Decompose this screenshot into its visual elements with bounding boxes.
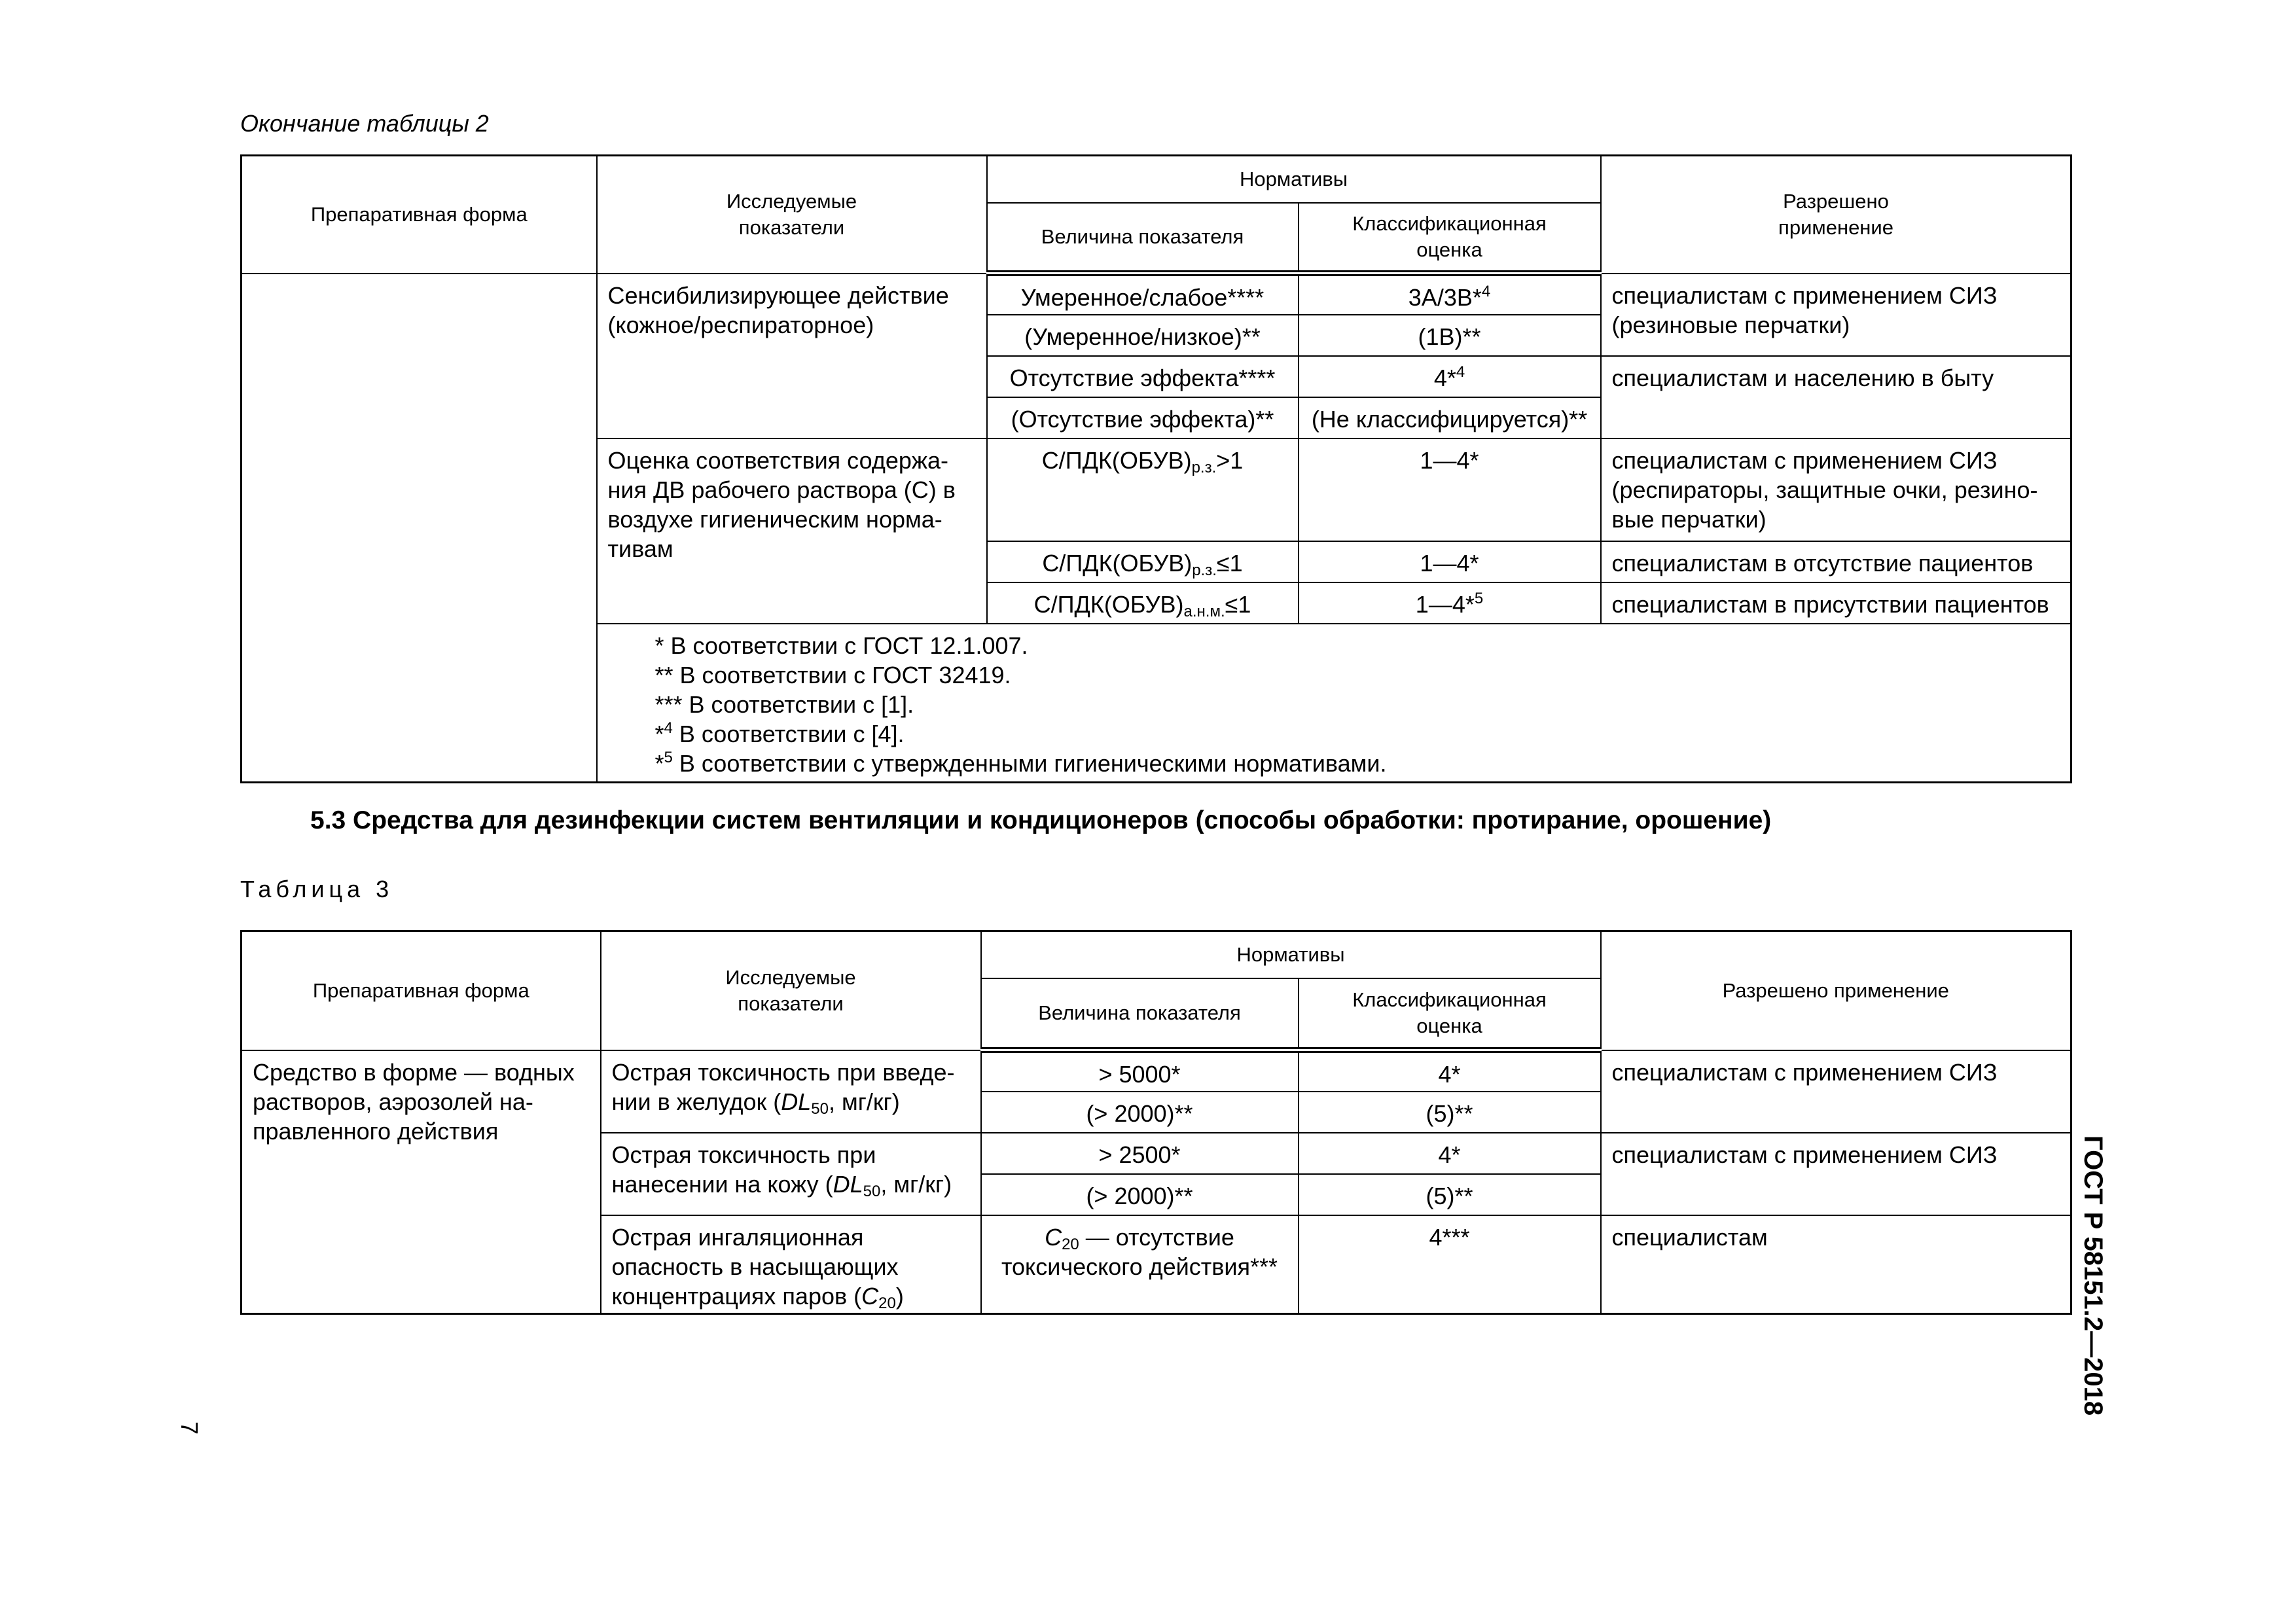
cell-use: специалистам с применением СИЗ <box>1601 1133 2072 1215</box>
table-row <box>242 1050 2072 1092</box>
cell-indicator-oral: Острая токсичность при введе- нии в желудок ($DL_{50}$, мг/кг) <box>601 1050 981 1133</box>
cell-class: 4*** <box>1299 1215 1601 1314</box>
header-use: Разрешено применение <box>1601 156 2072 274</box>
cell-class: (Не классифицируется)** <box>1299 397 1601 438</box>
cell-class: 1—4* <box>1299 541 1601 582</box>
section-title: 5.3 Средства для дезинфекции систем вентиляции и кондиционеров (способы обработки: протирание, орошение) <box>310 806 1772 834</box>
table-header-row <box>242 156 2072 203</box>
table-3 <box>240 930 2072 1315</box>
cell-value: (> 2000)** <box>981 1092 1299 1133</box>
document-code: ГОСТ Р 58151.2—2018 <box>2079 1135 2108 1416</box>
footnote: * В соответствии с ГОСТ 12.1.007. <box>655 632 1028 659</box>
header-use: Разрешено применение <box>1601 931 2072 1050</box>
header-class: Классификационная оценка <box>1299 978 1601 1050</box>
cell-value: > 5000* <box>981 1050 1299 1092</box>
footnote: *$^5$ В соответствии с утвержденными гигиеническими нормативами. <box>655 748 1387 777</box>
cell-form <box>242 274 597 783</box>
cell-use: специалистам <box>1601 1215 2072 1314</box>
cell-class: 4* <box>1299 1133 1601 1174</box>
header-form: Препаративная форма <box>242 931 601 1050</box>
cell-use: специалистам с применением СИЗ (резиновые перчатки) <box>1601 274 2072 356</box>
table-caption: Окончание таблицы 2 <box>240 110 489 137</box>
cell-use: специалистам в присутствии пациентов <box>1601 582 2072 624</box>
cell-indicator-conformity: Оценка соответствия содержа- ния ДВ рабочего раствора (С) в воздухе гигиеническим норма- тивам <box>597 438 987 624</box>
cell-value: $С/ПДК(ОБУВ)_{а.н.м.}\le 1$ <box>987 582 1299 624</box>
cell-use: специалистам с применением СИЗ <box>1601 1050 2072 1133</box>
header-value: Величина показателя <box>981 978 1299 1050</box>
cell-value: (> 2000)** <box>981 1174 1299 1215</box>
cell-indicator-dermal: Острая токсичность при нанесении на кожу ($DL_{50}$, мг/кг) <box>601 1133 981 1215</box>
cell-class: (5)** <box>1299 1092 1601 1133</box>
cell-value: $C_{20}$ — отсутствие токсического действия*** <box>981 1215 1299 1314</box>
cell-value: $С/ПДК(ОБУВ)_{р.з.}>1$ <box>987 438 1299 541</box>
header-norms: Нормативы <box>987 156 1601 203</box>
cell-indicator-sensitizing: Сенсибилизирующее действие (кожное/респираторное) <box>597 274 987 438</box>
cell-class: 1—4* <box>1299 438 1601 541</box>
footnote: *$^4$ В соответствии с [4]. <box>655 719 905 747</box>
cell-value: $С/ПДК(ОБУВ)_{р.з.}\le 1$ <box>987 541 1299 582</box>
header-norms: Нормативы <box>981 931 1601 978</box>
footnotes <box>597 624 2072 783</box>
table-caption: Таблица 3 <box>240 876 394 902</box>
cell-class: (1В)** <box>1299 315 1601 356</box>
table-header-row <box>242 931 2072 978</box>
table-2 <box>240 154 2072 783</box>
page-number: 7 <box>176 1421 203 1435</box>
cell-value: Умеренное/слабое**** <box>987 274 1299 315</box>
cell-class: 1—4*$^5$ <box>1299 582 1601 624</box>
header-indicators: Исследуемые показатели <box>601 931 981 1050</box>
header-class: Классификационная оценка <box>1299 203 1601 274</box>
cell-indicator-inhalation: Острая ингаляционная опасность в насыщающих концентрациях паров $(C_{20})$ <box>601 1215 981 1314</box>
cell-class: 4*$^4$ <box>1299 356 1601 397</box>
cell-use: специалистам с применением СИЗ (респираторы, защитные очки, резино- вые перчатки) <box>1601 438 2072 541</box>
footnote: *** В соответствии с [1]. <box>655 690 914 718</box>
cell-class: (5)** <box>1299 1174 1601 1215</box>
header-form: Препаративная форма <box>242 156 597 274</box>
cell-value: (Отсутствие эффекта)** <box>987 397 1299 438</box>
footnote: ** В соответствии с ГОСТ 32419. <box>655 661 1011 688</box>
cell-value: > 2500* <box>981 1133 1299 1174</box>
cell-use: специалистам и населению в быту <box>1601 356 2072 438</box>
cell-form: Средство в форме — водных растворов, аэрозолей на- правленного действия <box>242 1050 601 1314</box>
cell-use: специалистам в отсутствие пациентов <box>1601 541 2072 582</box>
cell-class: 3А/3В*$^4$ <box>1299 274 1601 315</box>
cell-value: Отсутствие эффекта**** <box>987 356 1299 397</box>
cell-class: 4* <box>1299 1050 1601 1092</box>
header-indicators: Исследуемые показатели <box>597 156 987 274</box>
table-row <box>242 274 2072 315</box>
header-value: Величина показателя <box>987 203 1299 274</box>
cell-value: (Умеренное/низкое)** <box>987 315 1299 356</box>
